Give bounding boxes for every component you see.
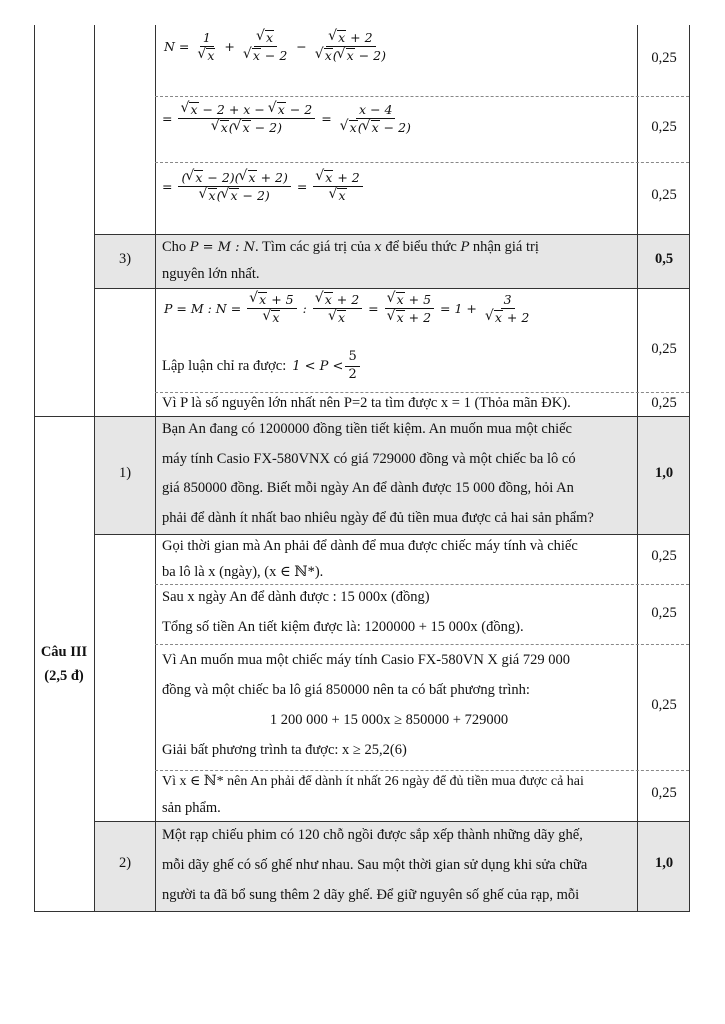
cau3-label: Câu III (2,5 đ) [40, 644, 88, 684]
c3-2-index: 2) [118, 855, 132, 871]
score-n-step3: 0,25 [651, 187, 677, 203]
n-formula-step2: = √ x − 2 + x − √ x − 2 √ x(√ x − 2) = x − 4 √ x(√ x − 2) [162, 102, 416, 136]
n-formula-step1: N = 1 √ x + √ x √ x − 2 − √ x + 2 √ x(√ x − 2) [164, 30, 391, 64]
c3-1-step3: Vì An muốn mua một chiếc máy tính Casio FX-580VN X giá 729 000 đồng và một chiếc ba lô giá 850000 nên ta có bất phương trình: 1 200 000 + 15 000x ≥ 850000 + 729000 Giải bất phương trình ta được: x ≥ 25,2(6) [162, 652, 570, 758]
score-c3-1-step1: 0,25 [651, 548, 677, 564]
c3-1-text: Bạn An đang có 1200000 đồng tiền tiết kiệm. An muốn mua một chiếc máy tính Casio FX-580VNX có giá 729000 đồng và một chiếc ba lô có giá 850000 đồng. Biết mỗi ngày An để dành được 15 000 đồng, hỏi An phải để dành ít nhất bao nhiêu ngày để đủ tiền mua được cả hai sản phẩm? [162, 421, 594, 526]
score-c3-1-step4: 0,25 [651, 785, 677, 801]
c3-1-index: 1) [118, 465, 132, 481]
q3-text: Cho P = M : N. Tìm các giá trị của x để biểu thức P nhận giá trị nguyên lớn nhất. [162, 239, 539, 282]
c3-1-step4: Vì x ∈ ℕ* nên An phải để dành ít nhất 26 ngày để đủ tiền mua được cả hai sản phẩm. [162, 774, 584, 816]
score-c3-2: 1,0 [654, 855, 674, 871]
score-q3: 0,5 [654, 251, 674, 267]
score-c3-1-step3: 0,25 [651, 697, 677, 713]
score-q3-final: 0,25 [651, 395, 677, 411]
q3-lapluan: Lập luận chỉ ra được: 1 < P < $\frac{5}{2}$ [162, 350, 362, 383]
c3-2-text: Một rạp chiếu phim có 120 chỗ ngồi được sắp xếp thành những dãy ghế, mỗi dãy ghế có số ghế như nhau. Sau một thời gian sử dụng khi sửa chữa người ta đã bổ sung thêm 2 dãy ghế. Để giữ nguyên số ghế của rạp, mỗi [162, 827, 588, 903]
score-n-step2: 0,25 [651, 119, 677, 135]
q3-final: Vì P là số nguyên lớn nhất nên P=2 ta tìm được x = 1 (Thỏa mãn ĐK). [162, 395, 571, 411]
score-q3-sol: 0,25 [651, 341, 677, 357]
n-formula-step3: = (√ x − 2)(√ x + 2) √ x(√ x − 2) = √ x + 2 √ x [162, 170, 365, 204]
c3-1-step1: Gọi thời gian mà An phải để dành để mua được chiếc máy tính và chiếc ba lô là x (ngày), (x ∈ ℕ*). [162, 538, 578, 580]
p-formula: P = M : N = √ x + 5 √ x : √ x + 2 √ x = √ x + 5 √ x + 2 = 1 + 3 √ x + 2 [164, 292, 534, 326]
q3-index: 3) [118, 251, 132, 267]
c3-1-step2: Sau x ngày An để dành được : 15 000x (đồng) Tổng số tiền An tiết kiệm được là: 1200000 + 15 000x (đồng). [162, 589, 524, 635]
score-c3-1-step2: 0,25 [651, 605, 677, 621]
score-n-step1: 0,25 [651, 50, 677, 66]
score-c3-1: 1,0 [654, 465, 674, 481]
